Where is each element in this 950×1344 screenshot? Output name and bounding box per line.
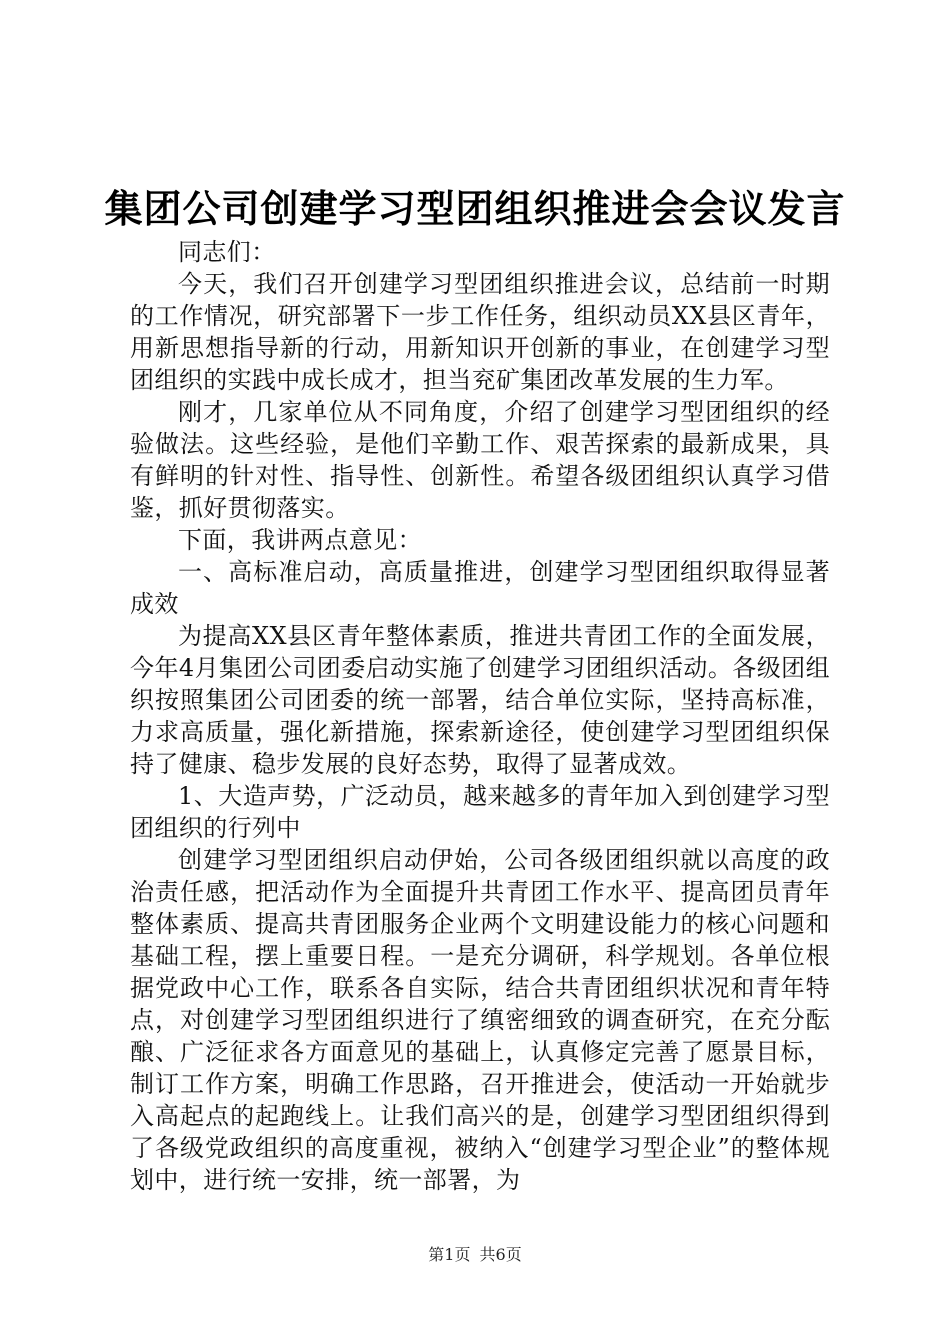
document-title: 集团公司创建学习型团组织推进会会议发言: [104, 187, 846, 231]
paragraph: 今天，我们召开创建学习型团组织推进会议，总结前一时期的工作情况，研究部署下一步工作任务，组织动员XX县区青年，用新思想指导新的行动，用新知识开创新的事业，在创建学习型团组织的实践中成长成才，担当兖矿集团改革发展的生力军。: [130, 270, 830, 394]
paragraph: 为提高XX县区青年整体素质，推进共青团工作的全面发展，今年4月集团公司团委启动实施了创建学习团组织活动。各级团组织按照集团公司团委的统一部署，结合单位实际，坚持高标准，力求高质量，强化新措施，探索新途径，使创建学习型团组织保持了健康、稳步发展的良好态势，取得了显著成效。: [130, 622, 830, 778]
document-body: [130, 236, 830, 1196]
page-total: 共6页: [479, 1245, 522, 1264]
paragraph: 下面，我讲两点意见：: [178, 526, 422, 554]
paragraph: 刚才，几家单位从不同角度，介绍了创建学习型团组织的经验做法。这些经验，是他们辛勤工作、艰苦探索的最新成果，具有鲜明的针对性、指导性、创新性。希望各级团组织认真学习借鉴，抓好贯彻落实。: [130, 398, 830, 522]
paragraph: 创建学习型团组织启动伊始，公司各级团组织就以高度的政治责任感，把活动作为全面提升共青团工作水平、提高团员青年整体素质、提高共青团服务企业两个文明建设能力的核心问题和基础工程，摆上重要日程。一是充分调研，科学规划。各单位根据党政中心工作，联系各自实际，结合共青团组织状况和青年特点，对创建学习型团组织进行了缜密细致的调查研究，在充分酝酿、广泛征求各方面意见的基础上，认真修定完善了愿景目标，制订工作方案，明确工作思路，召开推进会，使活动一开始就步入高起点的起跑线上。让我们高兴的是，创建学习型团组织得到了各级党政组织的高度重视，被纳入“创建学习型企业”的整体规划中，进行统一安排，统一部署，为: [130, 846, 830, 1194]
page-footer: [0, 1244, 950, 1266]
paragraph-salutation: 同志们：: [178, 238, 276, 266]
section-heading: 一、高标准启动，高质量推进，创建学习型团组织取得显著成效: [130, 558, 830, 618]
subsection-heading: 1、大造声势，广泛动员，越来越多的青年加入到创建学习型团组织的行列中: [130, 782, 830, 842]
page-number: 第1页: [428, 1245, 471, 1264]
